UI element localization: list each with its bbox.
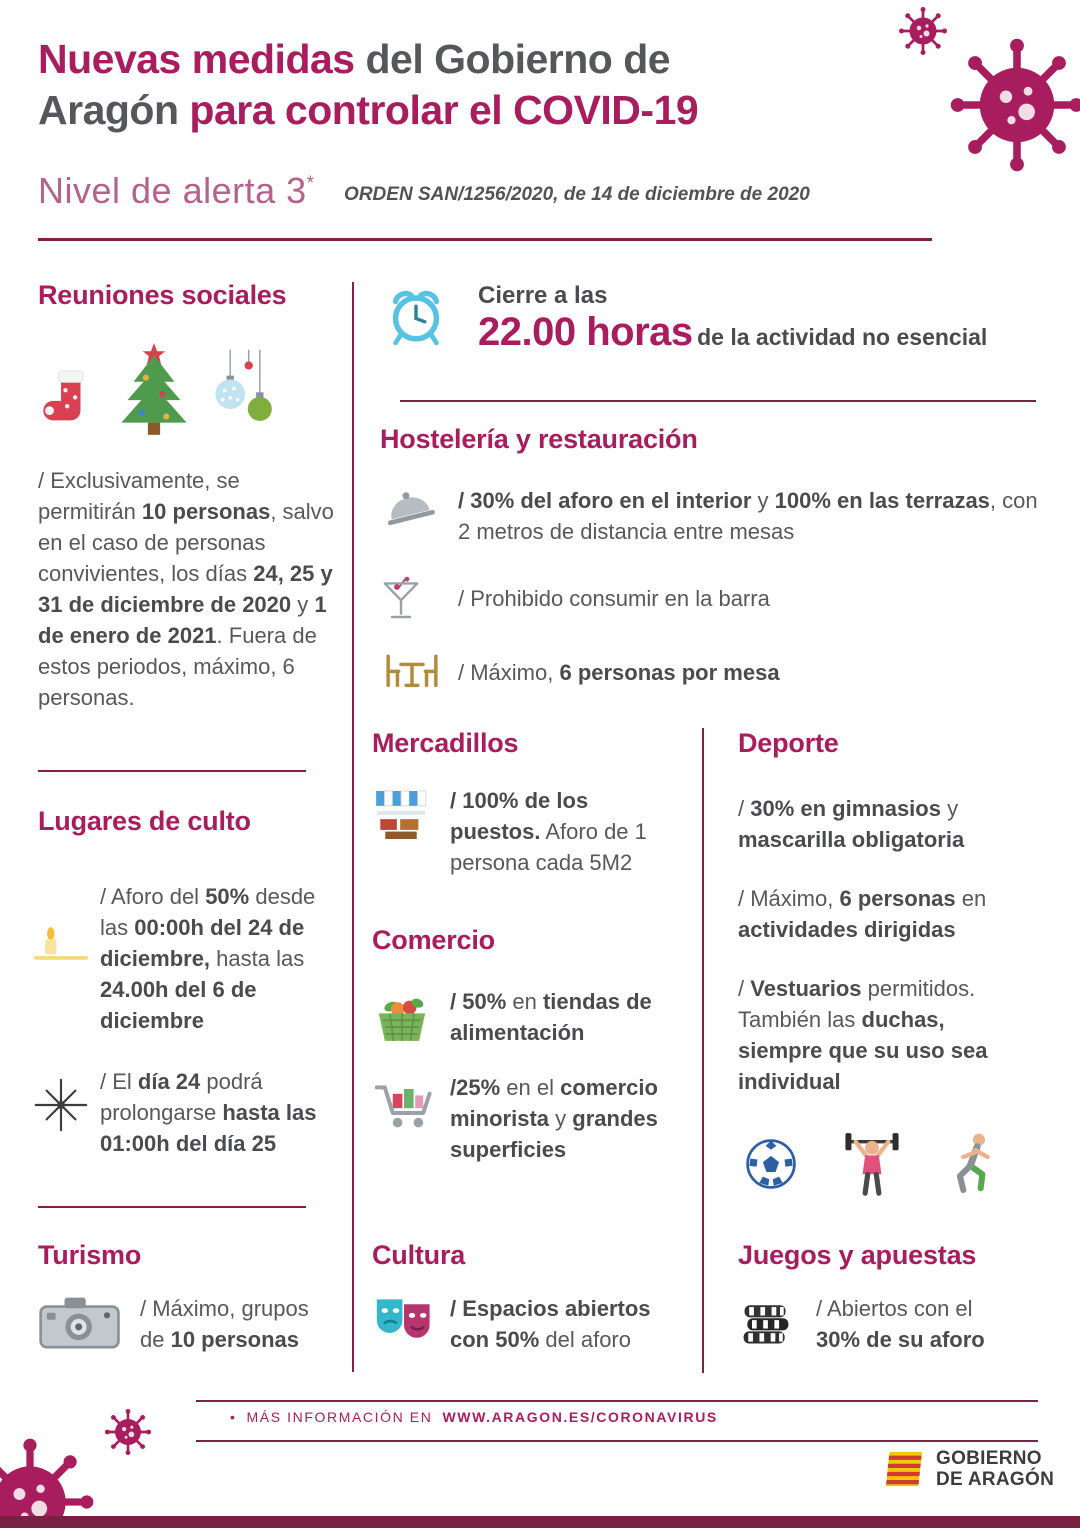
juegos-item — [738, 1293, 1053, 1355]
header-divider — [38, 238, 932, 241]
sport-icons-row — [738, 1129, 1046, 1199]
text-segment: 10 personas — [141, 499, 271, 525]
section-lugares-de-culto — [38, 806, 350, 1159]
text-segment: del aforo — [539, 1327, 631, 1353]
text-segment: / Máximo, — [458, 660, 560, 686]
text-segment: / Máximo, — [738, 886, 840, 912]
ornaments-icon — [208, 349, 282, 443]
title-plain-2: Aragón — [38, 86, 190, 133]
text-segment: 30% de su aforo — [816, 1327, 985, 1353]
text-segment: y — [549, 1106, 573, 1132]
serving-dish-icon — [380, 485, 438, 531]
logo-line-1: GOBIERNO — [936, 1448, 1042, 1469]
text-segment: / 100% de los puestos. — [450, 788, 589, 845]
title-accent-2: para controlar el COVID-19 — [189, 86, 699, 133]
section-turismo — [38, 1240, 348, 1355]
soccer-ball-icon — [744, 1137, 798, 1191]
icon-box — [738, 1293, 816, 1351]
closure-tail: de la actividad no esencial — [697, 324, 988, 350]
alert-level-row — [38, 170, 978, 212]
comercio-text-1 — [450, 986, 670, 1048]
text-segment: / Prohibido consumir en la barra — [458, 586, 770, 612]
icon-box — [380, 485, 458, 531]
cocktail-icon — [380, 573, 422, 625]
market-stall-icon — [372, 785, 430, 845]
text-segment: grandes superficies — [450, 1106, 658, 1163]
culto-text-2 — [100, 1066, 340, 1159]
text-segment: permitidos. También las — [738, 976, 976, 1033]
text-segment: / Máximo, grupos de — [140, 1296, 309, 1353]
text-segment: /25% — [450, 1075, 501, 1101]
icon-box — [380, 573, 458, 625]
text-segment: y — [751, 488, 775, 513]
festive-icons-row — [38, 325, 340, 443]
icon-box — [372, 785, 450, 845]
text-segment: duchas, siempre que su uso sea individual — [738, 1007, 988, 1095]
juegos-text — [816, 1293, 1011, 1355]
title-rest-1: del Gobierno de — [354, 36, 671, 82]
text-segment: 6 personas por mesa — [559, 660, 780, 686]
title-accent-1: Nuevas medidas — [38, 36, 355, 82]
text-segment: 100% en las terrazas — [774, 488, 990, 513]
footer-info-url: WWW.ARAGON.ES/CORONAVIRUS — [442, 1409, 718, 1425]
text-segment: en el — [500, 1075, 561, 1101]
culto-text-1 — [100, 881, 340, 1036]
runner-icon — [946, 1129, 998, 1199]
text-segment: en — [506, 989, 543, 1014]
text-segment: 24.00h del 6 de diciembre — [100, 977, 257, 1034]
section-heading-juegos: Juegos y apuestas — [738, 1240, 977, 1270]
section-juegos-apuestas — [738, 1240, 1053, 1355]
text-segment: / — [738, 976, 751, 1002]
reuniones-body — [38, 465, 340, 713]
text-segment: / Espacios abiertos con 50% — [450, 1296, 651, 1353]
aragon-flag-icon — [884, 1449, 926, 1489]
section-cierre — [382, 280, 1042, 355]
footer-info — [230, 1409, 718, 1425]
text-segment: 6 personas — [839, 886, 956, 912]
deporte-text-3 — [738, 973, 1020, 1097]
culto-item-1 — [38, 881, 340, 1036]
closure-line2 — [478, 310, 987, 355]
candle-icon — [34, 923, 90, 963]
christmas-tree-icon — [112, 341, 196, 443]
text-segment: hasta las 01:00h del día 25 — [100, 1100, 317, 1157]
text-segment: actividades dirigidas — [738, 917, 956, 943]
text-segment: Vestuarios — [750, 976, 862, 1002]
divider — [38, 770, 306, 772]
grocery-basket-icon — [372, 986, 432, 1046]
vertical-divider-sub — [702, 728, 704, 1373]
icon-box — [372, 986, 450, 1046]
turismo-row — [38, 1293, 348, 1355]
text-segment: Aforo de 1 persona cada 5M2 — [450, 819, 647, 876]
text-segment: 24, 25 y 31 de diciembre de 2020 — [38, 561, 333, 618]
text-segment: / Aforo del — [100, 884, 206, 909]
text-segment: en — [955, 886, 987, 912]
section-heading-hosteleria: Hostelería y restauración — [380, 424, 698, 454]
alarm-clock-icon — [382, 280, 450, 350]
logo-text — [936, 1448, 1054, 1491]
bullet: • — [230, 1409, 237, 1425]
text-segment: 10 personas — [170, 1327, 299, 1353]
cultura-item — [372, 1293, 690, 1355]
text-segment: / — [738, 796, 751, 821]
comercio-item-1 — [372, 986, 690, 1048]
mercadillos-item — [372, 785, 690, 878]
weightlifter-icon — [842, 1129, 902, 1199]
vertical-divider-main — [352, 282, 354, 1372]
hosteleria-text-2 — [458, 573, 1042, 614]
section-heading-mercadillos: Mercadillos — [372, 728, 519, 758]
text-segment: . Fuera de estos periodos, máximo, 6 personas. — [38, 623, 317, 711]
hosteleria-item-1 — [380, 485, 1042, 547]
hosteleria-text-1 — [458, 485, 1042, 547]
text-segment: desde las — [100, 884, 316, 941]
icon-box — [380, 651, 458, 693]
logo-line-2: DE ARAGÓN — [936, 1469, 1055, 1491]
culto-item-2 — [38, 1066, 340, 1159]
hosteleria-text-3 — [458, 651, 1042, 688]
section-heading-comercio: Comercio — [372, 925, 495, 955]
virus-icon — [104, 1408, 152, 1456]
section-heading-deporte: Deporte — [738, 728, 839, 758]
page-title — [38, 34, 918, 136]
virus-icon — [898, 6, 948, 56]
hosteleria-item-2 — [380, 573, 1042, 625]
shopping-cart-icon — [372, 1072, 436, 1138]
deporte-text-2 — [738, 883, 1020, 945]
theater-masks-icon — [372, 1293, 436, 1349]
deporte-text-1 — [738, 793, 1020, 855]
text-segment: , con 2 metros de distancia entre mesas — [458, 488, 1038, 545]
hosteleria-item-3 — [380, 651, 1042, 693]
text-segment: día 24 — [137, 1069, 201, 1095]
turismo-text — [140, 1293, 330, 1355]
virus-icon — [0, 1436, 96, 1528]
poker-chips-icon — [738, 1293, 794, 1351]
text-segment: / Abiertos con el — [816, 1296, 973, 1321]
section-heading-reuniones: Reuniones sociales — [38, 280, 287, 310]
text-segment: / 50% — [450, 989, 507, 1014]
footer-divider-top — [196, 1400, 1038, 1402]
text-segment: podrá prolongarse — [100, 1069, 263, 1126]
table-and-chairs-icon — [380, 651, 444, 693]
virus-icon — [948, 30, 1080, 180]
text-segment: tiendas de alimentación — [450, 989, 652, 1046]
text-segment: 30% en gimnasios — [750, 796, 941, 821]
christmas-stocking-icon — [38, 357, 100, 443]
section-hosteleria — [380, 424, 1042, 693]
order-reference: ORDEN SAN/1256/2020, de 14 de diciembre de 2020 — [344, 184, 810, 205]
text-segment: / Exclusivamente, se permitirán — [38, 468, 240, 525]
footer-info-prefix: MÁS INFORMACIÓN EN — [246, 1409, 433, 1425]
section-comercio — [372, 925, 690, 1165]
comercio-text-2 — [450, 1072, 685, 1165]
closure-time: 22.00 horas — [478, 310, 693, 354]
section-deporte — [738, 728, 1046, 1199]
cultura-text — [450, 1293, 665, 1355]
text-segment: hasta las — [210, 946, 305, 972]
section-heading-culto: Lugares de culto — [38, 806, 251, 836]
divider — [400, 400, 1036, 402]
icon-box — [372, 1072, 450, 1138]
alert-asterisk: * — [306, 173, 315, 194]
mercadillos-text — [450, 785, 660, 878]
text-segment: mascarilla obligatoria — [738, 827, 965, 853]
closure-text — [478, 280, 987, 355]
gobierno-de-aragon-logo — [884, 1448, 1054, 1491]
text-segment: 50% — [205, 884, 250, 909]
text-segment: / El — [100, 1069, 138, 1095]
icon-box — [372, 1293, 450, 1349]
text-segment: 1 de enero de 2021 — [38, 592, 327, 649]
section-heading-cultura: Cultura — [372, 1240, 466, 1270]
divider — [38, 1206, 306, 1208]
section-heading-turismo: Turismo — [38, 1240, 142, 1270]
bottom-bar — [0, 1516, 1080, 1528]
text-segment: y — [940, 796, 959, 821]
text-segment: 00:00h del 24 de diciembre, — [100, 915, 305, 972]
text-segment: comercio minorista — [450, 1075, 658, 1132]
text-segment: , salvo en el caso de personas convivientes, los días — [38, 499, 334, 587]
camera-icon — [38, 1293, 122, 1351]
closure-lead: Cierre a las — [478, 282, 608, 309]
footer-divider-bottom — [196, 1440, 1038, 1442]
section-reuniones-sociales — [38, 280, 340, 713]
text-segment: y — [291, 592, 315, 618]
text-segment: / 30% del aforo en el interior — [458, 488, 752, 513]
section-mercadillos — [372, 728, 690, 878]
section-cultura — [372, 1240, 690, 1355]
star-icon — [34, 1078, 88, 1132]
alert-level: Nivel de alerta 3* — [38, 170, 315, 211]
comercio-item-2 — [372, 1072, 690, 1165]
